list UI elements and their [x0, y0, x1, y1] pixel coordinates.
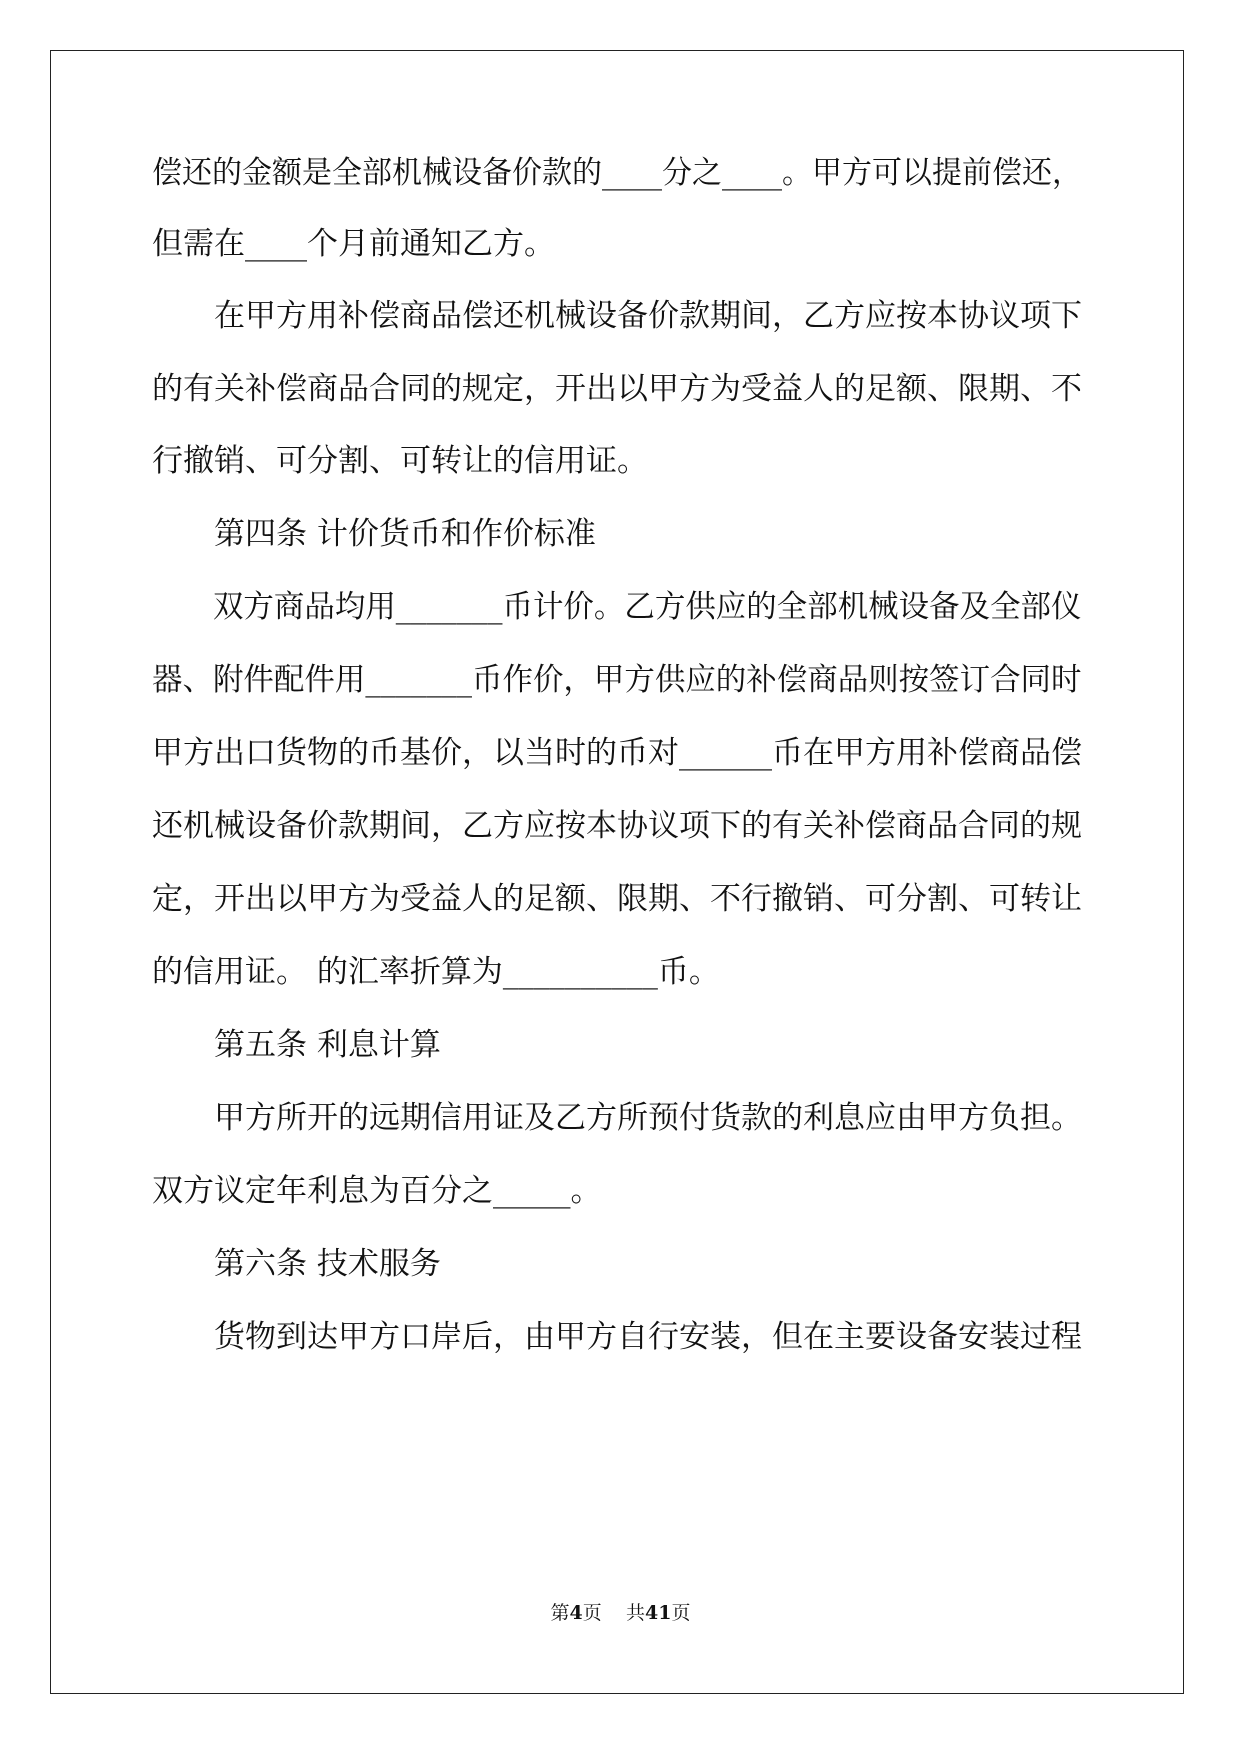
text-line: 还机械设备价款期间，乙方应按本协议项下的有关补偿商品合同的规 — [152, 808, 1082, 844]
section-heading: 第五条 利息计算 — [152, 1027, 441, 1063]
text-line: 甲方所开的远期信用证及乙方所预付货款的利息应由甲方负担。 — [152, 1100, 1082, 1136]
text-line: 甲方出口货物的币基价，以当时的币对______币在甲方用补偿商品偿 — [152, 735, 1082, 771]
text-line: 但需在____个月前通知乙方。 — [152, 226, 555, 262]
text-line: 的信用证。 的汇率折算为__________币。 — [152, 954, 720, 990]
footer-page-suffix: 页 — [582, 1602, 602, 1624]
footer-page-number: 4 — [569, 1602, 583, 1624]
section-heading: 第四条 计价货币和作价标准 — [152, 516, 596, 552]
footer-total-suffix: 页 — [671, 1602, 691, 1624]
page-footer — [0, 1601, 1241, 1625]
text-line: 双方商品均用_______币计价。乙方供应的全部机械设备及全部仪 — [152, 589, 1082, 625]
text-line: 的有关补偿商品合同的规定，开出以甲方为受益人的足额、限期、不 — [152, 371, 1082, 407]
text-line: 器、附件配件用_______币作价，甲方供应的补偿商品则按签订合同时 — [152, 662, 1082, 698]
footer-page-prefix: 第 — [550, 1602, 570, 1624]
text-line: 货物到达甲方口岸后，由甲方自行安装，但在主要设备安装过程 — [152, 1319, 1082, 1355]
section-heading: 第六条 技术服务 — [152, 1246, 441, 1282]
text-line: 偿还的金额是全部机械设备价款的____分之____。甲方可以提前偿还， — [152, 155, 1082, 191]
text-line: 行撤销、可分割、可转让的信用证。 — [152, 443, 648, 479]
footer-total-prefix: 共 — [625, 1602, 645, 1624]
footer-total-pages: 41 — [644, 1602, 672, 1624]
text-line: 双方议定年利息为百分之_____。 — [152, 1173, 602, 1209]
text-line: 在甲方用补偿商品偿还机械设备价款期间，乙方应按本协议项下 — [152, 298, 1082, 334]
text-line: 定，开出以甲方为受益人的足额、限期、不行撤销、可分割、可转让 — [152, 881, 1082, 917]
